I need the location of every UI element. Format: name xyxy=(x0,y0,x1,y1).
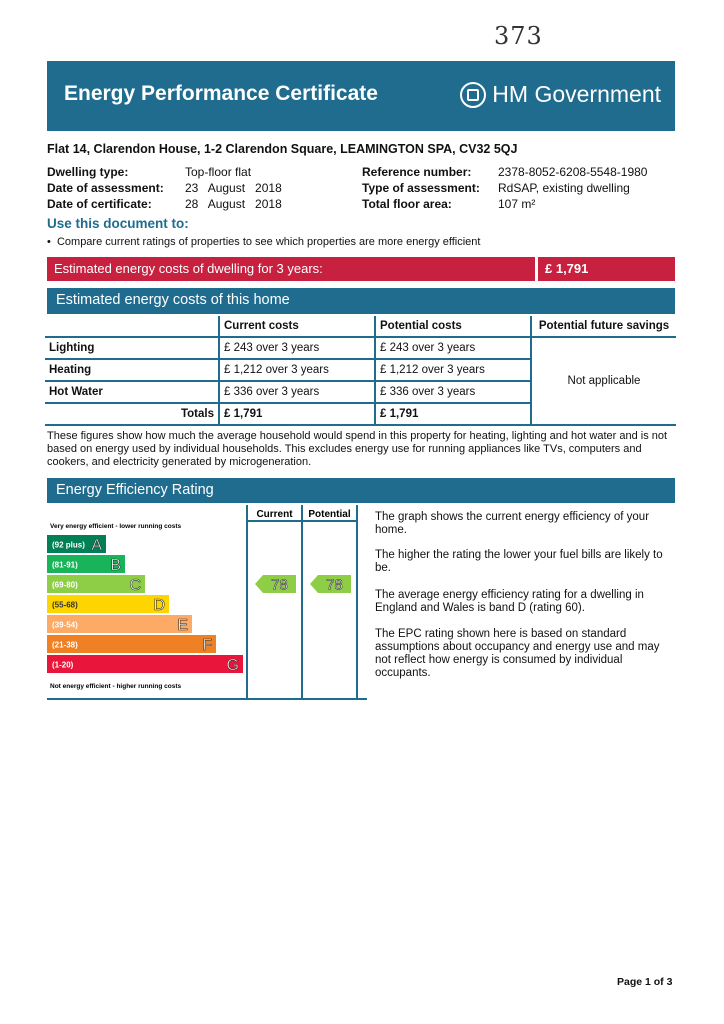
costs-note: These figures show how much the average household would spend in this property for heating, lighting and hot water and is not based on energy used by individual households. This excludes energy use for running appliances like TVs, computers and cookers, and electricity generated by microgeneration. xyxy=(47,430,668,468)
efficiency-rating-chart xyxy=(47,505,367,700)
costs-section-header xyxy=(47,288,675,314)
assessment-type-label: Type of assessment: xyxy=(362,181,480,195)
row-potential-hot-water: £ 336 over 3 years xyxy=(375,381,531,403)
current-column-header: Current xyxy=(256,509,293,520)
current-rating-value: 78 xyxy=(271,576,288,594)
bullet-item xyxy=(47,236,480,248)
band-range-f: (21-38) xyxy=(52,640,78,650)
row-current-hot-water: £ 336 over 3 years xyxy=(219,381,375,403)
band-range-g: (1-20) xyxy=(52,660,74,670)
table-header-current: Current costs xyxy=(219,316,375,337)
assessment-type-value: RdSAP, existing dwelling xyxy=(498,181,630,195)
bullet-text: Compare current ratings of properties to see which properties are more energy efficient xyxy=(56,236,481,248)
table-header-row xyxy=(45,316,676,337)
property-address: Flat 14, Clarendon House, 1-2 Clarendon Square, LEAMINGTON SPA, CV32 5QJ xyxy=(47,142,518,156)
certificate-title: Energy Performance Certificate xyxy=(64,82,378,105)
estimated-cost-bar xyxy=(47,257,675,281)
dwelling-type-label: Dwelling type: xyxy=(47,165,129,179)
row-name-hot-water: Hot Water xyxy=(49,386,103,398)
potential-rating-value: 78 xyxy=(326,576,343,594)
row-potential-lighting: £ 243 over 3 years xyxy=(375,337,531,359)
estimated-cost-amount: £ 1,791 xyxy=(545,261,589,276)
handwritten-page-number: 373 xyxy=(494,22,543,50)
efficiency-text-4: The EPC rating shown here is based on standard assumptions about occupancy and energy use and may not reflect how energy is consumed by individual occupants. xyxy=(375,628,660,679)
band-letter-e: E xyxy=(177,617,188,634)
efficiency-section-header xyxy=(47,478,675,503)
savings-cell: Not applicable xyxy=(531,337,676,425)
band-letter-f: F xyxy=(202,637,212,654)
table-header-blank xyxy=(45,316,219,337)
band-letter-b: B xyxy=(110,557,121,574)
assessment-date-label: Date of assessment: xyxy=(47,181,164,195)
dwelling-type-value: Top-floor flat xyxy=(185,165,252,179)
band-range-e: (39-54) xyxy=(52,620,78,630)
reference-number-label: Reference number: xyxy=(362,165,472,179)
band-letter-d: D xyxy=(153,597,165,614)
totals-potential: £ 1,791 xyxy=(375,403,531,425)
certificate-date-value: 28 August 2018 xyxy=(185,197,282,211)
efficiency-text-3: The average energy efficiency rating for a dwelling in England and Wales is band D (rating 60). xyxy=(375,589,644,614)
floor-area-value: 107 m² xyxy=(498,197,536,211)
table-header-potential: Potential costs xyxy=(375,316,531,337)
band-range-a: (92 plus) xyxy=(52,540,85,550)
costs-section-title: Estimated energy costs of this home xyxy=(56,292,290,308)
efficiency-section-title: Energy Efficiency Rating xyxy=(56,482,214,498)
certificate-date-label: Date of certificate: xyxy=(47,197,152,211)
bullet-icon: • xyxy=(47,236,57,248)
certificate-banner xyxy=(47,61,675,131)
band-letter-c: C xyxy=(129,577,141,594)
estimated-cost-label: Estimated energy costs of dwelling for 3 years: xyxy=(54,261,323,276)
band-letter-a: A xyxy=(91,537,102,554)
floor-area-label: Total floor area: xyxy=(362,197,452,211)
efficiency-text-2: The higher the rating the lower your fuel bills are likely to be. xyxy=(375,549,663,574)
band-letter-g: G xyxy=(226,657,239,674)
costs-table xyxy=(45,316,676,426)
table-row xyxy=(45,337,676,359)
row-current-heating: £ 1,212 over 3 years xyxy=(219,359,375,381)
row-name-lighting: Lighting xyxy=(49,342,95,354)
bar-divider xyxy=(535,257,538,281)
use-heading: Use this document to: xyxy=(47,216,189,231)
band-bar-g xyxy=(47,655,243,673)
potential-column-header: Potential xyxy=(308,509,351,520)
totals-current: £ 1,791 xyxy=(219,403,375,425)
table-header-savings: Potential future savings xyxy=(531,316,676,337)
row-potential-heating: £ 1,212 over 3 years xyxy=(375,359,531,381)
top-caption: Very energy efficient - lower running costs xyxy=(50,523,182,530)
assessment-date-value: 23 August 2018 xyxy=(185,181,282,195)
government-logo xyxy=(460,81,661,108)
band-range-d: (55-68) xyxy=(52,600,78,610)
row-current-lighting: £ 243 over 3 years xyxy=(219,337,375,359)
band-range-c: (69-80) xyxy=(52,580,78,590)
government-name: HM Government xyxy=(492,81,661,107)
reference-number-value: 2378-8052-6208-5548-1980 xyxy=(498,165,648,179)
efficiency-text-1: The graph shows the current energy efficiency of your home. xyxy=(375,511,650,536)
crest-icon xyxy=(460,82,486,108)
band-range-b: (81-91) xyxy=(52,560,78,570)
totals-label: Totals xyxy=(180,408,214,420)
page-number: Page 1 of 3 xyxy=(617,976,673,988)
bottom-caption: Not energy efficient - higher running costs xyxy=(50,683,182,690)
row-name-heating: Heating xyxy=(49,364,92,376)
